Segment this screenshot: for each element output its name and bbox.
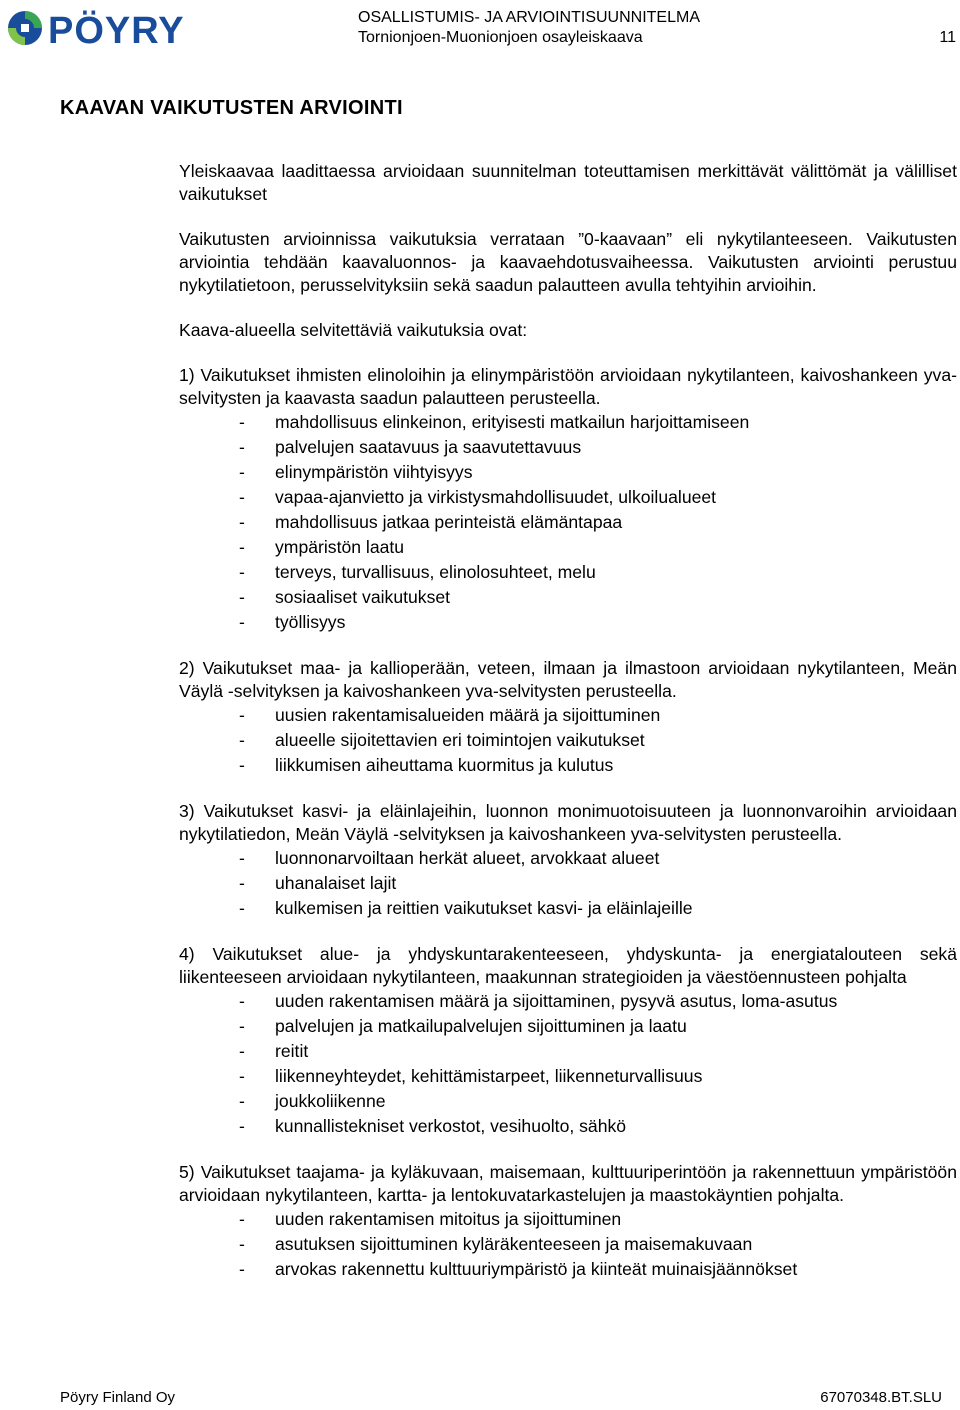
list-item-text: sosiaaliset vaikutukset bbox=[275, 587, 451, 607]
list-item-text: uuden rakentamisen mitoitus ja sijoittuminen bbox=[275, 1209, 622, 1229]
list-dash: - bbox=[239, 898, 245, 918]
document-body bbox=[179, 160, 957, 1282]
document-subtitle: Tornionjoen-Muonionjoen osayleiskaava bbox=[358, 29, 643, 46]
impact-section-text: 2) Vaikutukset maa- ja kallioperään, veteen, ilmaan ja ilmastoon arvioidaan nykytilanteen, Meän Väylä -selvityksen ja kaivoshankeen yva-selvitysten perusteella. bbox=[179, 658, 957, 701]
list-item bbox=[179, 1114, 957, 1139]
list-dash: - bbox=[239, 462, 245, 482]
page-header bbox=[358, 8, 958, 48]
intro-paragraph-1: Yleiskaavaa laadittaessa arvioidaan suunnitelman toteuttamisen merkittävät välittömät ja välilliset vaikutukset bbox=[179, 161, 957, 204]
list-dash: - bbox=[239, 1234, 245, 1254]
footer-company: Pöyry Finland Oy bbox=[60, 1389, 176, 1406]
list-item bbox=[179, 1064, 957, 1089]
list-item bbox=[179, 1089, 957, 1114]
list-item bbox=[179, 1257, 957, 1282]
list-dash: - bbox=[239, 705, 245, 725]
list-item-text: uhanalaiset lajit bbox=[275, 873, 397, 893]
list-item bbox=[179, 753, 957, 778]
list-dash: - bbox=[239, 487, 245, 507]
intro-paragraph-2: Vaikutusten arvioinnissa vaikutuksia verrataan ”0-kaavaan” eli nykytilanteeseen. Vaikutusten arviointia tehdään kaavaluonnos- ja kaavaehdotusvaiheessa. Vaikutusten arviointi perustuu nykytilatietoon, perusselvityksiin sekä saadun palautteen avulla tehtyihin arvioihin. bbox=[179, 229, 957, 295]
list-dash: - bbox=[239, 1016, 245, 1036]
list-item-text: joukkoliikenne bbox=[275, 1091, 386, 1111]
list-dash: - bbox=[239, 562, 245, 582]
list-item-text: alueelle sijoitettavien eri toimintojen vaikutukset bbox=[275, 730, 645, 750]
list-item bbox=[179, 1232, 957, 1257]
list-dash: - bbox=[239, 1041, 245, 1061]
list-item-text: terveys, turvallisuus, elinolosuhteet, melu bbox=[275, 562, 596, 582]
list-item bbox=[179, 989, 957, 1014]
list-dash: - bbox=[239, 512, 245, 532]
list-item-text: uuden rakentamisen määrä ja sijoittaminen, pysyvä asutus, loma-asutus bbox=[275, 991, 838, 1011]
list-item-text: reitit bbox=[275, 1041, 309, 1061]
list-dash: - bbox=[239, 612, 245, 632]
list-item-text: liikenneyhteydet, kehittämistarpeet, liikenneturvallisuus bbox=[275, 1066, 703, 1086]
list-item bbox=[179, 846, 957, 871]
impact-sections bbox=[179, 364, 957, 1282]
list-item bbox=[179, 703, 957, 728]
list-item-text: asutuksen sijoittuminen kyläräkenteeseen ja maisemakuvaan bbox=[275, 1234, 753, 1254]
list-dash: - bbox=[239, 412, 245, 432]
list-item bbox=[179, 585, 957, 610]
list-item bbox=[179, 460, 957, 485]
list-item bbox=[179, 485, 957, 510]
list-item-text: uusien rakentamisalueiden määrä ja sijoittuminen bbox=[275, 705, 661, 725]
impact-list bbox=[179, 846, 957, 921]
impact-list bbox=[179, 703, 957, 778]
list-item bbox=[179, 510, 957, 535]
list-dash: - bbox=[239, 587, 245, 607]
impact-list bbox=[179, 1207, 957, 1282]
impact-list bbox=[179, 410, 957, 635]
list-item bbox=[179, 435, 957, 460]
document-title: OSALLISTUMIS- JA ARVIOINTISUUNNITELMA bbox=[358, 9, 700, 26]
impact-section-text: 5) Vaikutukset taajama- ja kyläkuvaan, maisemaan, kulttuuriperintöön ja rakennettuun ympäristöön arvioidaan nykytilanteen, kartta- ja lentokuvatarkastelujen ja maastokäyntien pohjalta. bbox=[179, 1162, 957, 1205]
list-dash: - bbox=[239, 755, 245, 775]
list-item bbox=[179, 1014, 957, 1039]
list-item bbox=[179, 728, 957, 753]
footer-document-code: 67070348.BT.SLU bbox=[820, 1389, 942, 1406]
page-number: 11 bbox=[939, 29, 956, 46]
list-item bbox=[179, 1207, 957, 1232]
list-item bbox=[179, 896, 957, 921]
list-item bbox=[179, 1039, 957, 1064]
list-item-text: arvokas rakennettu kulttuuriympäristö ja kiinteät muinaisjäännökset bbox=[275, 1259, 798, 1279]
list-item-text: liikkumisen aiheuttama kuormitus ja kulutus bbox=[275, 755, 614, 775]
impact-section-text: 1) Vaikutukset ihmisten elinoloihin ja elinympäristöön arvioidaan nykytilanteen, kaivoshankeen yva-selvitysten ja kaavasta saadun palautteen perusteella. bbox=[179, 365, 957, 408]
list-dash: - bbox=[239, 1091, 245, 1111]
list-dash: - bbox=[239, 991, 245, 1011]
poyry-logo bbox=[4, 6, 244, 50]
list-dash: - bbox=[239, 437, 245, 457]
list-dash: - bbox=[239, 1116, 245, 1136]
list-item-text: luonnonarvoiltaan herkät alueet, arvokkaat alueet bbox=[275, 848, 660, 868]
intro-paragraph-3: Kaava-alueella selvitettäviä vaikutuksia ovat: bbox=[179, 320, 528, 340]
impact-section-text: 4) Vaikutukset alue- ja yhdyskuntarakenteeseen, yhdyskunta- ja energiatalouteen sekä liikenteeseen arvioidaan nykytilanteen, maakunnan strategioiden ja väestöennusteen pohjalta bbox=[179, 944, 957, 987]
list-item bbox=[179, 410, 957, 435]
list-item-text: vapaa-ajanvietto ja virkistysmahdollisuudet, ulkoilualueet bbox=[275, 487, 717, 507]
list-item-text: kunnallistekniset verkostot, vesihuolto, sähkö bbox=[275, 1116, 627, 1136]
list-dash: - bbox=[239, 848, 245, 868]
list-item bbox=[179, 535, 957, 560]
impact-list bbox=[179, 989, 957, 1139]
list-item-text: työllisyys bbox=[275, 612, 346, 632]
list-dash: - bbox=[239, 1209, 245, 1229]
list-dash: - bbox=[239, 873, 245, 893]
list-item-text: mahdollisuus jatkaa perinteistä elämäntapaa bbox=[275, 512, 623, 532]
list-item-text: palvelujen saatavuus ja saavutettavuus bbox=[275, 437, 582, 457]
list-item bbox=[179, 871, 957, 896]
list-dash: - bbox=[239, 537, 245, 557]
impact-section-text: 3) Vaikutukset kasvi- ja eläinlajeihin, luonnon monimuotoisuuteen ja luonnonvaroihin arvioidaan nykytilatiedon, Meän Väylä -selvityksen ja kaivoshankeen yva-selvitysten perusteella. bbox=[179, 801, 957, 844]
section-heading: KAAVAN VAIKUTUSTEN ARVIOINTI bbox=[60, 97, 403, 119]
logo-wordmark: PÖYRY bbox=[48, 10, 185, 50]
list-item-text: kulkemisen ja reittien vaikutukset kasvi- ja eläinlajeille bbox=[275, 898, 693, 918]
list-item-text: ympäristön laatu bbox=[275, 537, 405, 557]
list-item bbox=[179, 560, 957, 585]
list-item-text: elinympäristön viihtyisyys bbox=[275, 462, 473, 482]
list-dash: - bbox=[239, 730, 245, 750]
list-item-text: mahdollisuus elinkeinon, erityisesti matkailun harjoittamiseen bbox=[275, 412, 750, 432]
list-item bbox=[179, 610, 957, 635]
list-item-text: palvelujen ja matkailupalvelujen sijoittuminen ja laatu bbox=[275, 1016, 687, 1036]
list-dash: - bbox=[239, 1066, 245, 1086]
list-dash: - bbox=[239, 1259, 245, 1279]
